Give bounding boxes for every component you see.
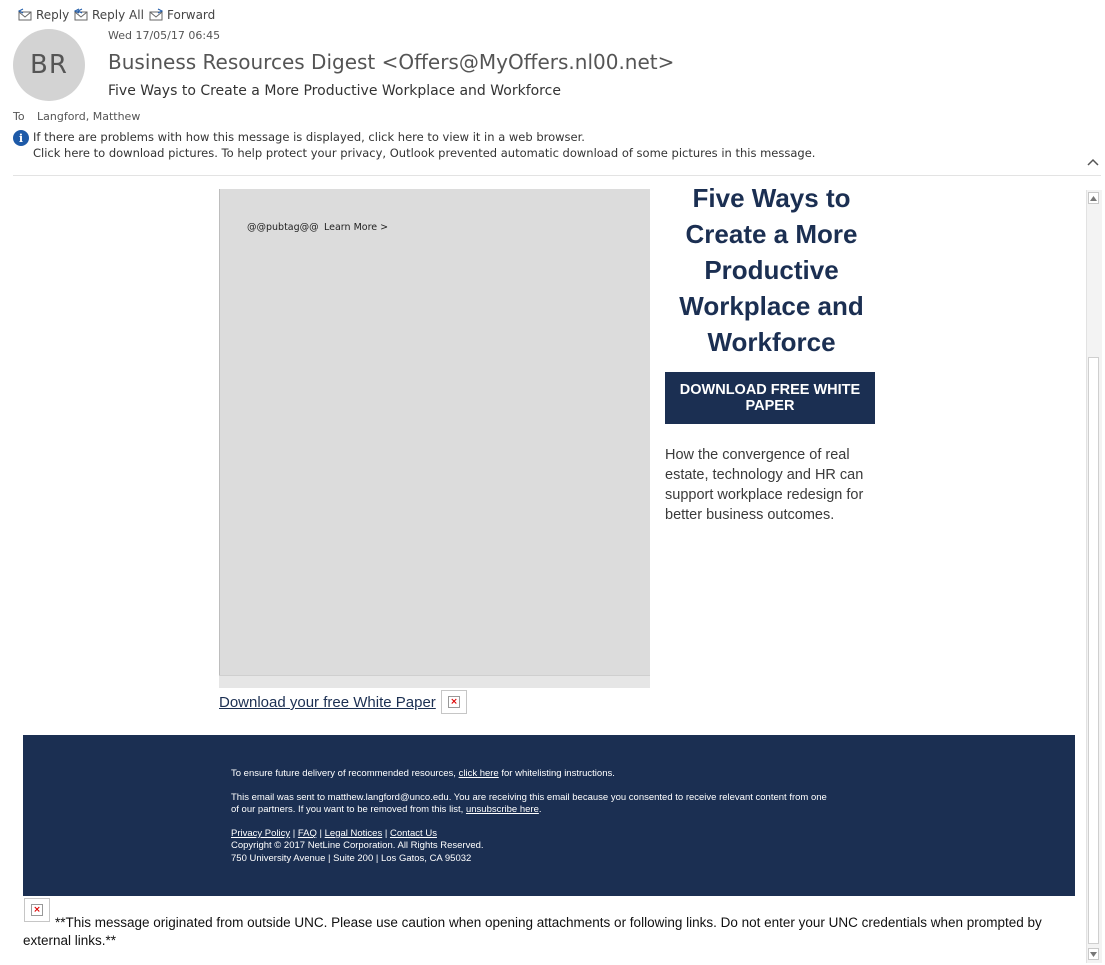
legal-notices-link[interactable]: Legal Notices bbox=[324, 828, 383, 839]
recipient[interactable]: Langford, Matthew bbox=[37, 110, 141, 123]
message-subject: Five Ways to Create a More Productive Workplace and Workforce bbox=[108, 83, 561, 99]
delivery-notice bbox=[231, 768, 615, 780]
broken-image-icon: × bbox=[441, 690, 467, 714]
pubtag: @@pubtag@@ bbox=[247, 222, 319, 233]
reply-label: Reply bbox=[36, 8, 70, 22]
forward-envelope-icon bbox=[148, 8, 164, 22]
reply-envelope-icon bbox=[17, 8, 33, 22]
download-white-paper-button[interactable]: DOWNLOAD FREE WHITE PAPER bbox=[665, 372, 875, 424]
delivery-text: To ensure future delivery of recommended resources, bbox=[231, 768, 459, 779]
scroll-down-arrow[interactable] bbox=[1088, 948, 1099, 960]
broken-image-icon: × bbox=[24, 898, 50, 922]
delivery-text-end: for whitelisting instructions. bbox=[498, 768, 615, 779]
avatar: BR bbox=[13, 29, 85, 101]
header-divider bbox=[13, 175, 1101, 176]
headline-line: Workforce bbox=[707, 327, 836, 357]
faq-link[interactable]: FAQ bbox=[297, 828, 317, 839]
scroll-thumb[interactable] bbox=[1088, 357, 1099, 944]
scroll-down-icon bbox=[1090, 952, 1097, 957]
reply-button[interactable] bbox=[17, 6, 69, 24]
link-separator: | bbox=[292, 828, 296, 839]
link-separator: | bbox=[319, 828, 322, 839]
whitelist-link[interactable]: click here bbox=[458, 768, 499, 779]
privacy-policy-link[interactable]: Privacy Policy bbox=[231, 828, 291, 839]
blocked-image-area bbox=[219, 189, 650, 688]
headline-line: Create a More bbox=[685, 219, 858, 249]
download-white-paper-link[interactable]: Download your free White Paper bbox=[219, 694, 436, 711]
message-date: Wed 17/05/17 06:45 bbox=[108, 29, 221, 42]
view-in-browser-notice[interactable]: If there are problems with how this message is displayed, click here to view it in a web browser. bbox=[33, 130, 585, 144]
headline-line: Five Ways to bbox=[692, 183, 851, 213]
image-area-bottom bbox=[219, 675, 650, 688]
headline bbox=[664, 180, 879, 360]
to-label: To bbox=[13, 110, 25, 123]
link-separator: | bbox=[384, 828, 388, 839]
headline-line: Productive bbox=[704, 255, 839, 285]
footer-links bbox=[231, 828, 437, 840]
email-footer bbox=[23, 735, 1075, 896]
learn-more-link[interactable]: Learn More > bbox=[324, 222, 389, 233]
sent-line-2-text: of our partners. If you want to be removed from this list, bbox=[231, 804, 466, 815]
warning-text: **This message originated from outside UNC. Please use caution when opening attachments or following links. Do not enter your UNC credentials when prompted by external links.** bbox=[23, 915, 1042, 948]
address: 750 University Avenue | Suite 200 | Los Gatos, CA 95032 bbox=[231, 853, 472, 864]
forward-label: Forward bbox=[167, 8, 216, 22]
reply-all-label: Reply All bbox=[92, 8, 144, 22]
contact-us-link[interactable]: Contact Us bbox=[389, 828, 437, 839]
forward-button[interactable] bbox=[148, 6, 215, 24]
reply-all-button[interactable] bbox=[73, 6, 144, 24]
sender[interactable]: Business Resources Digest <Offers@MyOffers.nl00.net> bbox=[108, 50, 675, 74]
copyright: Copyright © 2017 NetLine Corporation. All Rights Reserved. bbox=[231, 840, 484, 851]
headline-line: Workplace and bbox=[679, 291, 864, 321]
scroll-up-arrow[interactable] bbox=[1088, 192, 1099, 204]
white-paper-description: How the convergence of real estate, technology and HR can support workplace redesign for better business outcomes. bbox=[665, 447, 864, 523]
sent-notice bbox=[231, 792, 871, 816]
download-pictures-notice[interactable]: Click here to download pictures. To help protect your privacy, Outlook prevented automatic download of some pictures in this message. bbox=[33, 146, 816, 160]
info-icon: i bbox=[13, 130, 29, 146]
external-sender-warning bbox=[23, 914, 1068, 950]
reply-all-envelope-icon bbox=[73, 8, 89, 22]
collapse-header-icon[interactable] bbox=[1086, 155, 1100, 169]
scroll-up-icon bbox=[1090, 196, 1097, 201]
sent-line-2-end: . bbox=[538, 804, 542, 815]
sent-line-2 bbox=[231, 804, 871, 816]
sent-line-1: This email was sent to matthew.langford@unco.edu. You are receiving this email because you consented to receive relevant content from one bbox=[231, 792, 827, 803]
unsubscribe-link[interactable]: unsubscribe here bbox=[465, 804, 539, 815]
